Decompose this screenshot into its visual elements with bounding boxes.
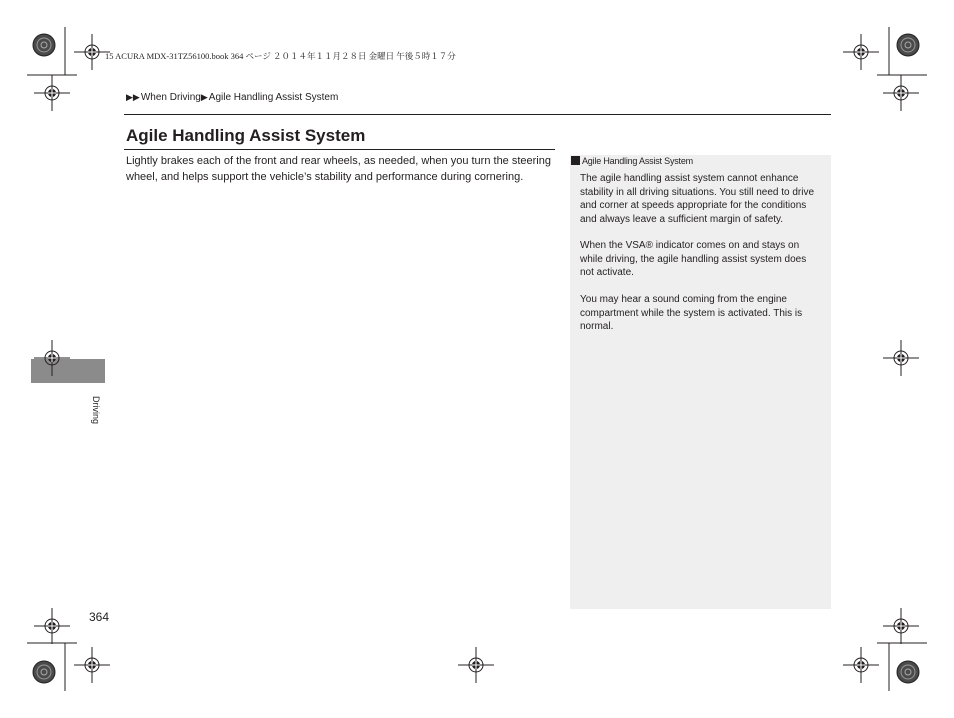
page-title: Agile Handling Assist System: [126, 126, 366, 145]
breadcrumb-when-driving[interactable]: When Driving: [140, 92, 201, 103]
breadcrumb-arrow: ▶▶: [126, 92, 140, 102]
sidebar-paragraph-1: The agile handling assist system cannot enhance stability in all driving situations. You still need to drive and corner at speeds appropriate for the conditions and always leave a sufficient margin of safety.: [580, 173, 815, 225]
sidebar-paragraph-2: When the VSA® indicator comes on and stays on while driving, the agile handling assist system does not activate.: [580, 240, 807, 278]
body-paragraph: Lightly brakes each of the front and rear wheels, as needed, when you turn the steering wheel, and helps support the vehicle’s stability and performance during cornering.: [126, 155, 551, 183]
page-number: 364: [89, 610, 110, 624]
breadcrumb-current: Agile Handling Assist System: [208, 92, 339, 103]
print-header: 15 ACURA MDX-31TZ56100.book 364 ページ ２０１４年１１月２８日 金曜日 午後５時１７分: [105, 51, 456, 61]
chapter-tab-label: Driving: [91, 395, 102, 425]
sidebar-heading-text: Agile Handling Assist System: [582, 156, 693, 166]
breadcrumb-separator: ▶: [200, 92, 208, 102]
sidebar-paragraph-3: You may hear a sound coming from the engine compartment while the system is activated. This is normal.: [580, 294, 803, 332]
